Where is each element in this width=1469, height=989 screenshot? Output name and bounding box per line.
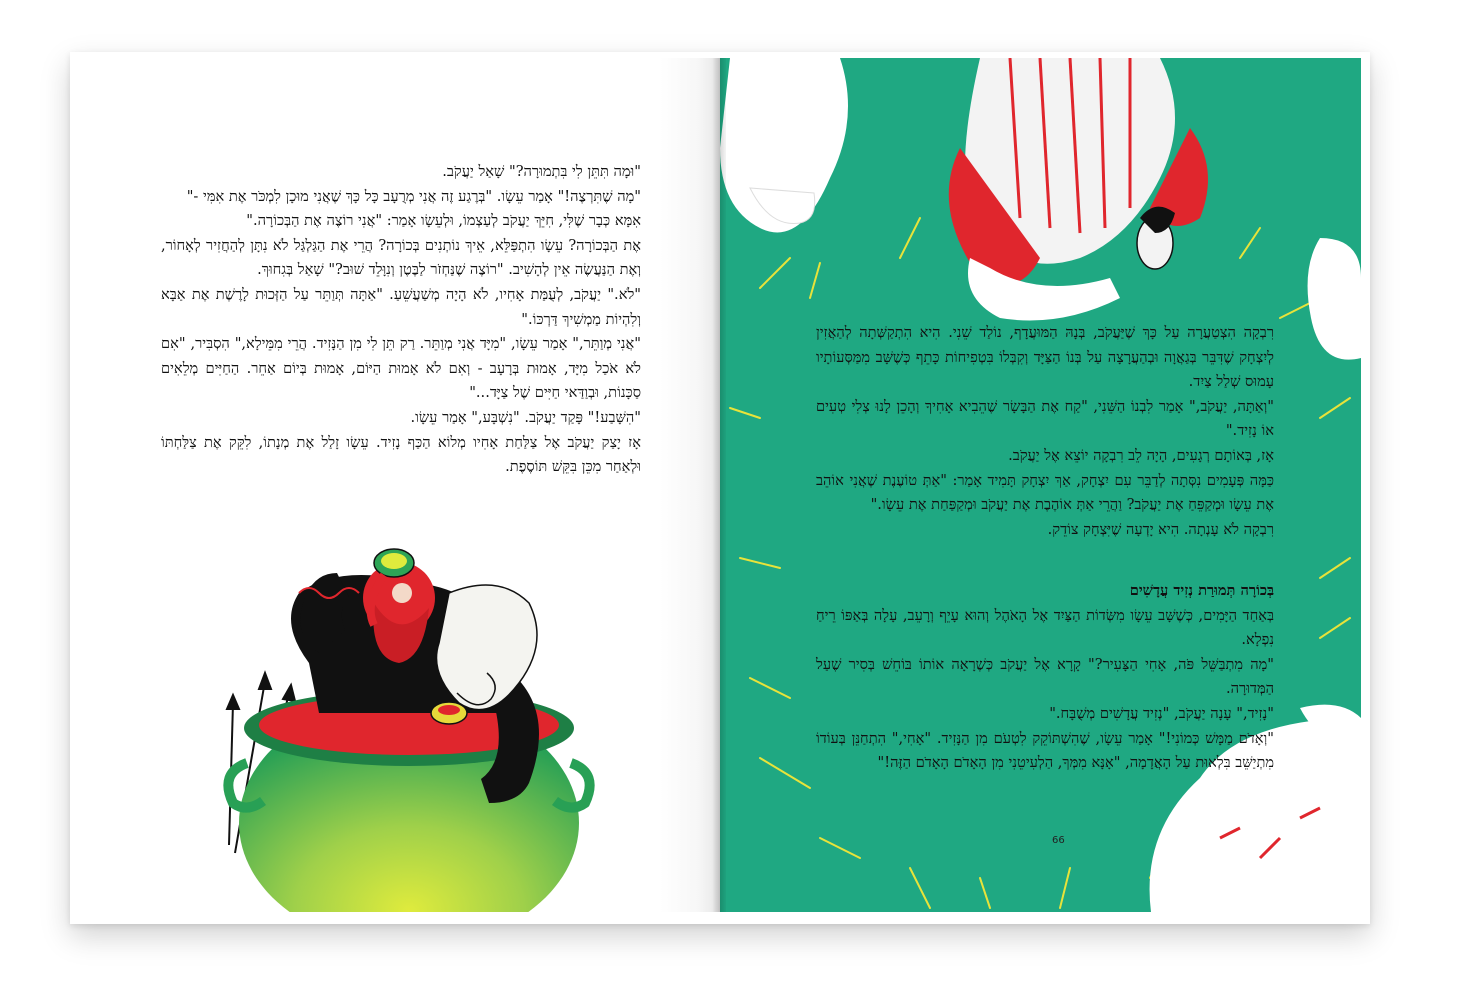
right-paragraph: "וְאַתָּה, יַעֲקֹב," אָמַר לִבְנוֹ הַשֵּׁנִי, "קַח אֶת הַבָּשָׂר שֶׁהֵבִיא אָחִיךָ וְהָכֵן לָנוּ צְלִי טְעִים אוֹ נָזִיד." bbox=[816, 397, 1274, 440]
right-paragraph: "נָזִיד," עָנָה יַעֲקֹב, "נְזִיד עֲדָשִׁים מְשֻׁבָּח." bbox=[1049, 704, 1274, 722]
right-paragraph: כַּמָּה פְּעָמִים נִסְּתָה לְדַבֵּר עִם יִצְחָק, אַךְ יִצְחָק תָּמִיד אָמַר: "אַתְּ טוֹעֶנֶת שֶׁאֲנִי אוֹהֵב אֶת עֵשָׂו וּמְקַפֵּחַ אֶת יַעֲקֹב? וַהֲרֵי אַתְּ אוֹהֶבֶת אֶת יַעֲקֹב וּמְקַפַּחַת אֶת עֵשָׂו." bbox=[816, 471, 1274, 514]
left-paragraph: אֶת הַבְּכוֹרָה? עֵשָׂו הִתְפַּלֵּא, אֵיךְ נוֹתְנִים בְּכוֹרָה? הֲרֵי אֶת הַגַּלְגַּל לֹא נִתָּן לְהַחֲזִיר לְאָחוֹר, וְאֶת הַנַּעֲשֶׂה אֵין לְהָשִׁיב. "רוֹצֶה שֶׁנַּחְזֹר לַבֶּטֶן וְנִוָּלֵד שׁוּב?" שָׁאַל בְּגִחוּךְ. bbox=[161, 236, 641, 279]
sheep-right-icon bbox=[1308, 238, 1361, 360]
right-paragraph: רִבְקָה לֹא עָנְתָה. הִיא יָדְעָה שֶׁיִּצְחָק צוֹדֵק. bbox=[1047, 520, 1274, 538]
right-paragraph: רִבְקָה הִצְטַעֲרָה עַל כָּךְ שֶׁיַּעֲקֹב, בְּנָהּ הַמּוּעֲדָף, נוֹלַד שֵׁנִי. הִיא הִתְקַשְּׁתָה לְהַאֲזִין לְיִצְחָק שֶׁדִּבֵּר בְּגַאֲוָה וּבְהַעֲרָצָה עַל בְּנוֹ הַצַּיָּד וְקִבְּלוֹ בִּטְפִיחוֹת כָּתֵף כְּשֶׁשָּׁב מִמַּסְּעוֹתָיו עָמוּס שְׁלַל צַיִד. bbox=[816, 324, 1274, 391]
left-paragraph: "אֲנִי מְוַתֵּר," אָמַר עֵשָׂו, "מִיָּד אֲנִי מְוַתֵּר. רַק תֵּן לִי מִן הַנָּזִיד. הֲרֵי מִמֵּילָא," הִסְבִּיר, "אִם לֹא אֹכַל מִיָּד, אָמוּת בְּרָעָב - וְאִם לֹא אָמוּת הַיּוֹם, אָמוּת בְּיוֹם אַחֵר. הַחַיִּים מְלֵאִים סַכָּנוֹת, וּבְוַדַּאי חַיִּים שֶׁל צַיָּד..." bbox=[161, 335, 641, 402]
left-page-text bbox=[161, 160, 641, 480]
right-paragraph: "מָה מִתְבַּשֵּׁל פֹּה, אָחִי הַצָּעִיר?" קָרָא אֶל יַעֲקֹב כְּשֶׁרָאָה אוֹתוֹ בּוֹחֵשׁ בְּסִיר שֶׁעַל הַמְּדוּרָה. bbox=[816, 655, 1274, 698]
left-paragraph: "הִשָּׁבַע!" פָּקַד יַעֲקֹב. "נִשְׁבָּע," אָמַר עֵשָׂו. bbox=[410, 408, 641, 426]
left-page bbox=[79, 58, 720, 912]
right-paragraph: "וְאָדֹם מַמָּשׁ כְּמוֹנִי!" אָמַר עֵשָׂו, שֶׁהִשְׁתּוֹקֵק לִטְעֹם מִן הַנָּזִיד. "אָחִי," הִתְחַנֵּן בְּעוֹדוֹ מִתְיַשֵּׁב בִּלְאוּת עַל הָאֲדָמָה, "אָנָּא מִמְּךָ, הַלְעִיטֵנִי מִן הָאָדֹם הָאָדֹם הַזֶּה!" bbox=[816, 729, 1274, 772]
right-page-text bbox=[816, 321, 1274, 542]
left-paragraph: "וּמָה תִּתֵּן לִי בִּתְמוּרָה?" שָׁאַל יַעֲקֹב. bbox=[442, 163, 641, 180]
left-paragraph: אִמָּא כְּבָר שֶׁלִּי, חִיֵּךְ יַעֲקֹב לְעַצְמוֹ, וּלְעֵשָׂו אָמַר: "אֲנִי רוֹצֶה אֶת הַבְּכוֹרָה." bbox=[246, 212, 641, 230]
page-number: 66 bbox=[1052, 835, 1065, 846]
right-page-section bbox=[816, 579, 1274, 776]
esau-stew-illustration bbox=[199, 513, 619, 912]
left-paragraph: אָז יָצַק יַעֲקֹב אֶל צַלַּחַת אָחִיו מְלוֹא הַכַּף נָזִיד. עֵשָׂו זָלַל אֶת מְנָתוֹ, לִקֵּק אֶת צַלַּחְתּוֹ וּלְאַחַר מִכֵּן בִּקֵּשׁ תּוֹסֶפֶת. bbox=[161, 433, 641, 476]
right-page bbox=[720, 58, 1361, 912]
left-paragraph: "לֹא." יַעֲקֹב, לְעֻמַּת אָחִיו, לֹא הָיָה מְשַׁעֲשֵׁעַ. "אַתָּה תְּוַתֵּר עַל הַזְּכוּת לָרֶשֶׁת אֶת אַבָּא וְלִהְיוֹת מַמְשִׁיךְ דַּרְכּוֹ." bbox=[161, 285, 641, 328]
left-paragraph: "מָה שֶׁתִּרְצֶה!" אָמַר עֵשָׂו. "בְּרֶגַע זֶה אֲנִי מְרֻעָב כָּל כָּךְ שֶׁאֲנִי מוּכָן לִמְכֹּר אֶת אִמִּי -" bbox=[186, 187, 641, 205]
right-paragraph: בְּאַחַד הַיָּמִים, כְּשֶׁשָּׁב עֵשָׂו מִשְּׂדוֹת הַצַּיִד אֶל הָאֹהֶל וְהוּא עָיֵף וְרָעֵב, עָלָה בְּאַפּוֹ רֵיחַ נִפְלָא. bbox=[816, 606, 1274, 649]
right-paragraph: אָז, בְּאוֹתָם רְגָעִים, הָיָה לֵב רִבְקָה יוֹצֵא אֶל יַעֲקֹב. bbox=[1008, 446, 1274, 464]
chapter-title: בְּכוֹרָה תְּמוּרַת נְזִיד עֲדָשִׁים bbox=[1129, 582, 1274, 599]
